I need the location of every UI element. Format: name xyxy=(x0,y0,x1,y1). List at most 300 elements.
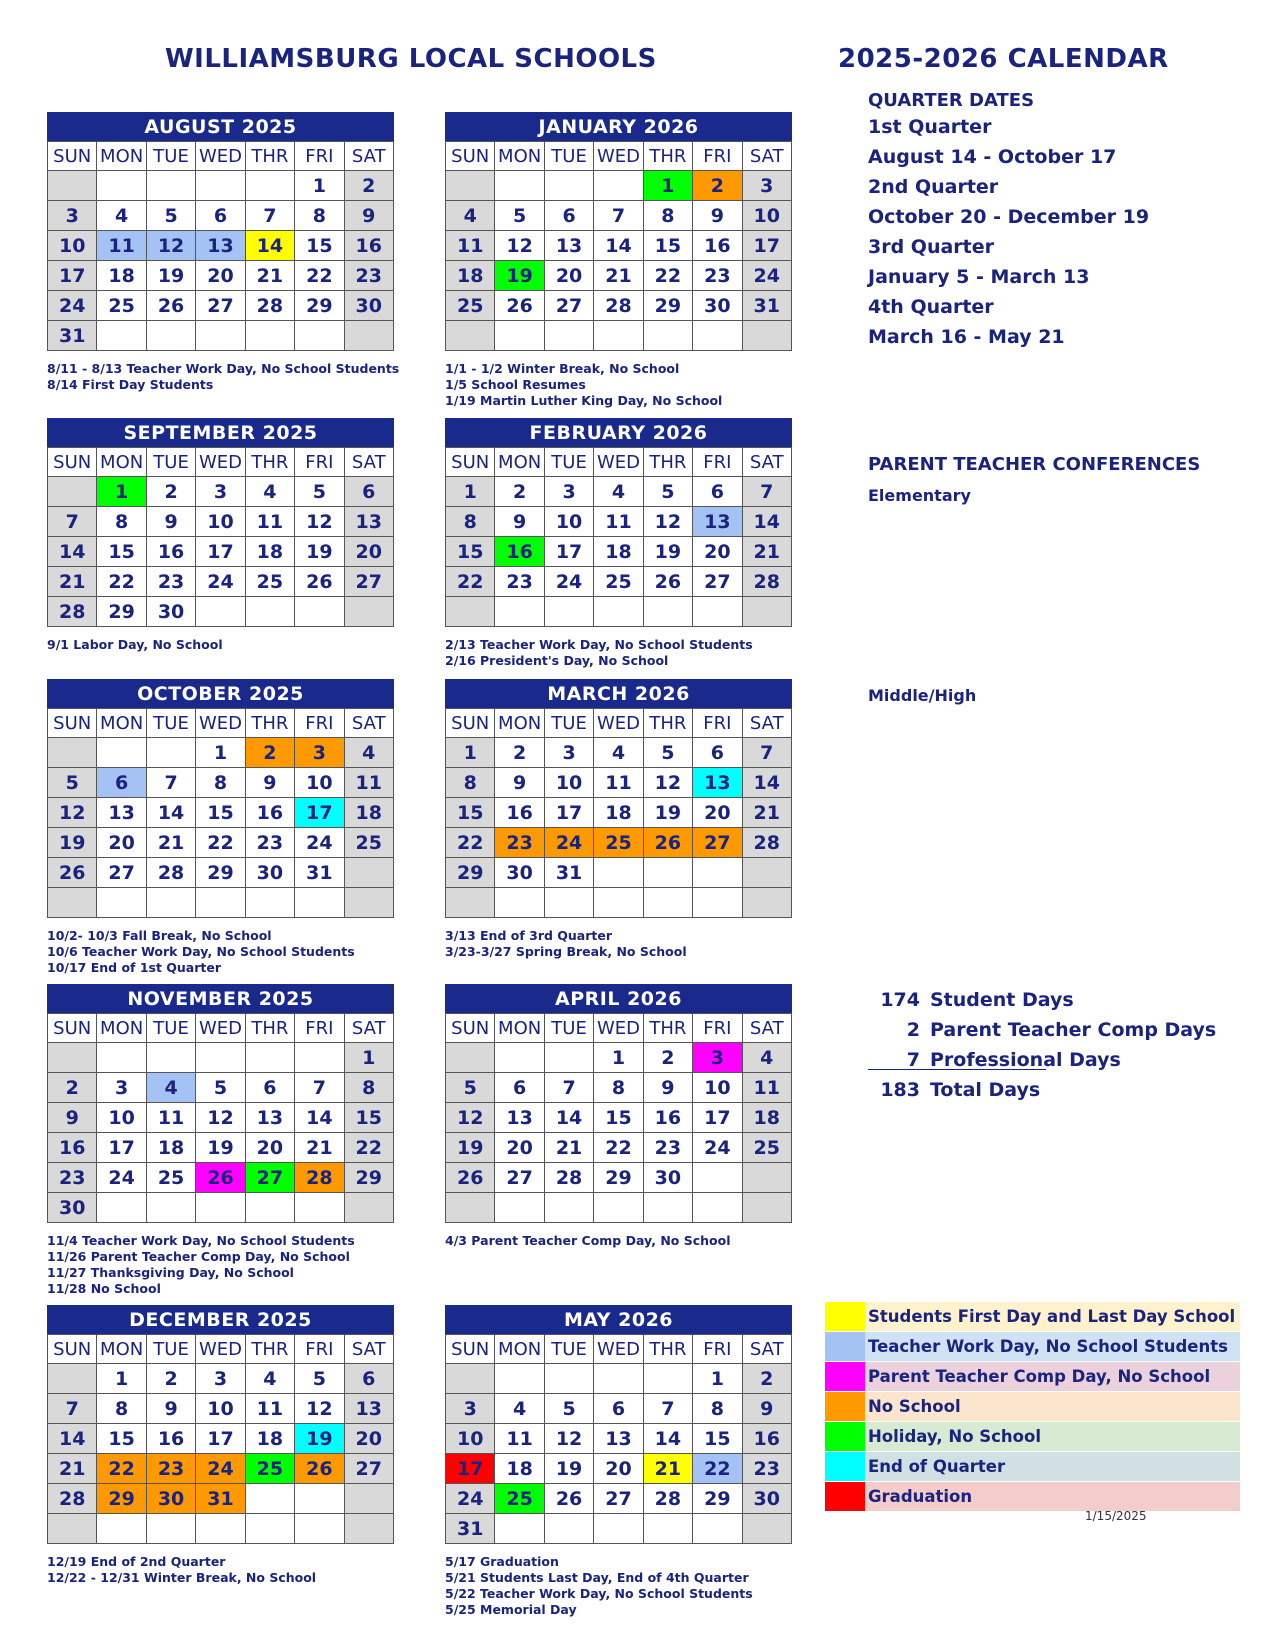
week-row xyxy=(48,597,394,627)
empty-day-cell xyxy=(643,888,692,918)
day-cell: 13 xyxy=(594,1424,643,1454)
quarter-label: 2nd Quarter xyxy=(868,176,999,198)
day-cell: 1 xyxy=(344,1043,393,1073)
day-cell: 14 xyxy=(48,1424,97,1454)
totals-count: 7 xyxy=(906,1049,920,1071)
weekday-label: SAT xyxy=(742,448,791,477)
weekday-header-row xyxy=(446,448,792,477)
empty-day-cell xyxy=(693,597,742,627)
empty-day-cell xyxy=(146,321,195,351)
day-cell: 15 xyxy=(344,1103,393,1133)
empty-day-cell xyxy=(643,321,692,351)
day-cell: 8 xyxy=(97,1394,146,1424)
empty-day-cell xyxy=(196,171,245,201)
empty-day-cell xyxy=(196,1514,245,1544)
weekday-label: FRI xyxy=(295,448,344,477)
month-note: 10/17 End of 1st Quarter xyxy=(47,960,222,975)
month-grid xyxy=(47,708,394,918)
day-cell: 18 xyxy=(495,1454,544,1484)
empty-day-cell xyxy=(97,321,146,351)
day-cell: 5 xyxy=(48,768,97,798)
day-cell: 19 xyxy=(643,798,692,828)
day-cell: 8 xyxy=(594,1073,643,1103)
month-note: 1/5 School Resumes xyxy=(445,377,586,392)
weekday-label: MON xyxy=(495,1335,544,1364)
day-cell: 15 xyxy=(643,231,692,261)
day-cell: 27 xyxy=(196,291,245,321)
day-cell: 25 xyxy=(97,291,146,321)
empty-day-cell xyxy=(643,858,692,888)
weekday-label: WED xyxy=(594,1335,643,1364)
day-cell: 7 xyxy=(643,1394,692,1424)
day-cell: 19 xyxy=(146,261,195,291)
quarter-range: August 14 - October 17 xyxy=(868,146,1117,168)
week-row xyxy=(48,1193,394,1223)
day-cell: 31 xyxy=(446,1514,495,1544)
week-row xyxy=(446,1394,792,1424)
day-cell: 18 xyxy=(146,1133,195,1163)
weekday-label: WED xyxy=(594,448,643,477)
day-cell: 12 xyxy=(643,768,692,798)
day-cell: 20 xyxy=(544,261,593,291)
empty-day-cell xyxy=(295,1514,344,1544)
totals-row xyxy=(868,1075,1216,1105)
empty-day-cell xyxy=(97,888,146,918)
day-cell: 24 xyxy=(196,1454,245,1484)
weekday-label: WED xyxy=(594,1014,643,1043)
day-cell: 31 xyxy=(295,858,344,888)
empty-day-cell xyxy=(48,477,97,507)
totals-row xyxy=(868,985,1216,1015)
day-cell: 21 xyxy=(742,537,791,567)
totals-label: Student Days xyxy=(930,989,1074,1011)
day-cell: 10 xyxy=(196,1394,245,1424)
day-cell: 29 xyxy=(693,1484,742,1514)
empty-day-cell xyxy=(544,171,593,201)
day-cell: 2 xyxy=(48,1073,97,1103)
weekday-label: SAT xyxy=(742,1014,791,1043)
week-row xyxy=(446,1193,792,1223)
day-cell: 26 xyxy=(196,1163,245,1193)
day-cell: 16 xyxy=(693,231,742,261)
month-title: AUGUST 2025 xyxy=(47,112,394,141)
day-cell: 15 xyxy=(446,537,495,567)
empty-day-cell xyxy=(495,1364,544,1394)
week-row xyxy=(446,567,792,597)
day-cell: 2 xyxy=(742,1364,791,1394)
empty-day-cell xyxy=(693,1514,742,1544)
weekday-label: SAT xyxy=(742,709,791,738)
empty-day-cell xyxy=(97,171,146,201)
day-cell: 16 xyxy=(48,1133,97,1163)
weekday-label: MON xyxy=(97,142,146,171)
totals-row xyxy=(868,1045,1216,1075)
month-note: 5/22 Teacher Work Day, No School Students xyxy=(445,1586,753,1601)
day-cell: 29 xyxy=(97,1484,146,1514)
weekday-header-row xyxy=(48,709,394,738)
week-row xyxy=(48,231,394,261)
month-title: MAY 2026 xyxy=(445,1305,792,1334)
color-legend xyxy=(825,1302,1240,1512)
day-cell: 26 xyxy=(48,858,97,888)
day-cell: 9 xyxy=(48,1103,97,1133)
day-cell: 9 xyxy=(245,768,294,798)
day-cell: 21 xyxy=(146,828,195,858)
day-cell: 30 xyxy=(146,597,195,627)
month-calendar xyxy=(47,112,400,393)
empty-day-cell xyxy=(146,888,195,918)
day-cell: 26 xyxy=(295,567,344,597)
weekday-label: TUE xyxy=(544,709,593,738)
day-cell: 14 xyxy=(48,537,97,567)
month-note: 1/19 Martin Luther King Day, No School xyxy=(445,393,723,408)
day-cell: 20 xyxy=(344,1424,393,1454)
day-cell: 23 xyxy=(344,261,393,291)
day-cell: 9 xyxy=(495,507,544,537)
month-note: 1/1 - 1/2 Winter Break, No School xyxy=(445,361,680,376)
month-grid xyxy=(47,447,394,627)
week-row xyxy=(446,291,792,321)
empty-day-cell xyxy=(245,171,294,201)
day-cell: 7 xyxy=(544,1073,593,1103)
day-totals xyxy=(868,985,1216,1105)
day-cell: 15 xyxy=(196,798,245,828)
day-cell: 22 xyxy=(693,1454,742,1484)
legend-row xyxy=(825,1482,1240,1511)
day-cell: 27 xyxy=(693,828,742,858)
day-cell: 7 xyxy=(48,507,97,537)
day-cell: 18 xyxy=(245,537,294,567)
weekday-label: THR xyxy=(643,1335,692,1364)
day-cell: 29 xyxy=(196,858,245,888)
weekday-label: WED xyxy=(196,1014,245,1043)
weekday-label: WED xyxy=(594,709,643,738)
empty-day-cell xyxy=(295,597,344,627)
day-cell: 7 xyxy=(742,477,791,507)
day-cell: 11 xyxy=(742,1073,791,1103)
day-cell: 7 xyxy=(295,1073,344,1103)
month-note: 11/4 Teacher Work Day, No School Students xyxy=(47,1233,355,1248)
month-title: SEPTEMBER 2025 xyxy=(47,418,394,447)
day-cell: 6 xyxy=(693,477,742,507)
week-row xyxy=(48,888,394,918)
weekday-label: SUN xyxy=(446,1335,495,1364)
empty-day-cell xyxy=(643,597,692,627)
day-cell: 20 xyxy=(693,537,742,567)
day-cell: 17 xyxy=(196,537,245,567)
week-row xyxy=(48,1424,394,1454)
weekday-label: FRI xyxy=(693,709,742,738)
day-cell: 9 xyxy=(742,1394,791,1424)
day-cell: 12 xyxy=(48,798,97,828)
day-cell: 19 xyxy=(196,1133,245,1163)
day-cell: 3 xyxy=(693,1043,742,1073)
day-cell: 28 xyxy=(48,1484,97,1514)
empty-day-cell xyxy=(196,888,245,918)
day-cell: 17 xyxy=(97,1133,146,1163)
day-cell: 13 xyxy=(245,1103,294,1133)
day-cell: 19 xyxy=(48,828,97,858)
day-cell: 17 xyxy=(196,1424,245,1454)
empty-day-cell xyxy=(344,1514,393,1544)
day-cell: 28 xyxy=(643,1484,692,1514)
day-cell: 22 xyxy=(594,1133,643,1163)
day-cell: 8 xyxy=(97,507,146,537)
day-cell: 5 xyxy=(146,201,195,231)
day-cell: 22 xyxy=(446,567,495,597)
day-cell: 10 xyxy=(742,201,791,231)
empty-day-cell xyxy=(48,171,97,201)
empty-day-cell xyxy=(446,1043,495,1073)
weekday-label: SAT xyxy=(742,1335,791,1364)
week-row xyxy=(48,201,394,231)
day-cell: 29 xyxy=(344,1163,393,1193)
week-row xyxy=(48,1133,394,1163)
empty-day-cell xyxy=(295,1193,344,1223)
quarter-range: January 5 - March 13 xyxy=(868,266,1090,288)
empty-day-cell xyxy=(693,321,742,351)
day-cell: 27 xyxy=(245,1163,294,1193)
empty-day-cell xyxy=(97,1514,146,1544)
day-cell: 4 xyxy=(594,477,643,507)
month-grid xyxy=(445,141,792,351)
day-cell: 30 xyxy=(48,1193,97,1223)
day-cell: 4 xyxy=(146,1073,195,1103)
empty-day-cell xyxy=(344,321,393,351)
day-cell: 8 xyxy=(693,1394,742,1424)
week-row xyxy=(48,1394,394,1424)
empty-day-cell xyxy=(495,597,544,627)
weekday-label: MON xyxy=(495,448,544,477)
day-cell: 6 xyxy=(245,1073,294,1103)
day-cell: 14 xyxy=(594,231,643,261)
empty-day-cell xyxy=(97,1193,146,1223)
totals-label: Total Days xyxy=(930,1079,1041,1101)
day-cell: 17 xyxy=(693,1103,742,1133)
day-cell: 13 xyxy=(693,768,742,798)
weekday-label: SAT xyxy=(742,142,791,171)
week-row xyxy=(446,261,792,291)
day-cell: 21 xyxy=(643,1454,692,1484)
day-cell: 20 xyxy=(196,261,245,291)
totals-row xyxy=(868,1015,1216,1045)
month-note: 8/14 First Day Students xyxy=(47,377,214,392)
day-cell: 28 xyxy=(544,1163,593,1193)
day-cell: 21 xyxy=(594,261,643,291)
legend-label: Students First Day and Last Day School xyxy=(865,1302,1240,1331)
day-cell: 17 xyxy=(544,537,593,567)
day-cell: 13 xyxy=(693,507,742,537)
day-cell: 1 xyxy=(643,171,692,201)
month-calendar xyxy=(445,679,792,960)
day-cell: 9 xyxy=(643,1073,692,1103)
month-calendar xyxy=(445,418,792,669)
weekday-label: FRI xyxy=(693,1014,742,1043)
day-cell: 5 xyxy=(295,1364,344,1394)
day-cell: 11 xyxy=(245,507,294,537)
week-row xyxy=(446,171,792,201)
day-cell: 10 xyxy=(196,507,245,537)
day-cell: 14 xyxy=(544,1103,593,1133)
weekday-label: WED xyxy=(196,142,245,171)
day-cell: 15 xyxy=(97,1424,146,1454)
empty-day-cell xyxy=(594,858,643,888)
empty-day-cell xyxy=(495,1514,544,1544)
week-row xyxy=(446,1043,792,1073)
week-row xyxy=(446,1133,792,1163)
day-cell: 14 xyxy=(295,1103,344,1133)
empty-day-cell xyxy=(544,597,593,627)
day-cell: 14 xyxy=(643,1424,692,1454)
day-cell: 24 xyxy=(196,567,245,597)
empty-day-cell xyxy=(245,597,294,627)
weekday-label: THR xyxy=(643,709,692,738)
month-note: 5/25 Memorial Day xyxy=(445,1602,577,1617)
ptc-elementary: Elementary xyxy=(868,486,971,505)
week-row xyxy=(446,231,792,261)
month-note: 3/23-3/27 Spring Break, No School xyxy=(445,944,687,959)
day-cell: 28 xyxy=(594,291,643,321)
week-row xyxy=(446,828,792,858)
weekday-label: SAT xyxy=(344,1335,393,1364)
day-cell: 28 xyxy=(48,597,97,627)
day-cell: 23 xyxy=(495,567,544,597)
day-cell: 1 xyxy=(97,1364,146,1394)
day-cell: 27 xyxy=(344,567,393,597)
day-cell: 13 xyxy=(344,1394,393,1424)
day-cell: 17 xyxy=(295,798,344,828)
empty-day-cell xyxy=(97,738,146,768)
day-cell: 31 xyxy=(544,858,593,888)
empty-day-cell xyxy=(446,321,495,351)
day-cell: 18 xyxy=(344,798,393,828)
day-cell: 6 xyxy=(196,201,245,231)
weekday-label: TUE xyxy=(146,1335,195,1364)
empty-day-cell xyxy=(742,888,791,918)
month-title: NOVEMBER 2025 xyxy=(47,984,394,1013)
empty-day-cell xyxy=(594,1193,643,1223)
empty-day-cell xyxy=(344,858,393,888)
day-cell: 19 xyxy=(643,537,692,567)
day-cell: 10 xyxy=(48,231,97,261)
day-cell: 24 xyxy=(742,261,791,291)
month-calendar xyxy=(47,984,394,1297)
day-cell: 19 xyxy=(295,1424,344,1454)
week-row xyxy=(48,1103,394,1133)
day-cell: 3 xyxy=(544,738,593,768)
day-cell: 1 xyxy=(295,171,344,201)
legend-row xyxy=(825,1392,1240,1421)
week-row xyxy=(446,1484,792,1514)
day-cell: 15 xyxy=(594,1103,643,1133)
empty-day-cell xyxy=(295,1043,344,1073)
empty-day-cell xyxy=(495,888,544,918)
day-cell: 16 xyxy=(495,537,544,567)
empty-day-cell xyxy=(693,858,742,888)
month-note: 10/2- 10/3 Fall Break, No School xyxy=(47,928,272,943)
weekday-label: THR xyxy=(643,1014,692,1043)
month-calendar xyxy=(47,418,394,653)
day-cell: 7 xyxy=(245,201,294,231)
empty-day-cell xyxy=(693,1163,742,1193)
empty-day-cell xyxy=(48,1043,97,1073)
day-cell: 30 xyxy=(495,858,544,888)
quarter-dates xyxy=(868,90,1149,356)
empty-day-cell xyxy=(196,1043,245,1073)
empty-day-cell xyxy=(97,1043,146,1073)
month-title: DECEMBER 2025 xyxy=(47,1305,394,1334)
day-cell: 26 xyxy=(544,1484,593,1514)
month-title: OCTOBER 2025 xyxy=(47,679,394,708)
weekday-label: THR xyxy=(245,709,294,738)
day-cell: 25 xyxy=(594,828,643,858)
day-cell: 29 xyxy=(97,597,146,627)
weekday-label: FRI xyxy=(295,1014,344,1043)
day-cell: 10 xyxy=(295,768,344,798)
day-cell: 25 xyxy=(245,1454,294,1484)
day-cell: 1 xyxy=(196,738,245,768)
day-cell: 21 xyxy=(245,261,294,291)
weekday-header-row xyxy=(48,448,394,477)
day-cell: 22 xyxy=(196,828,245,858)
empty-day-cell xyxy=(495,1193,544,1223)
day-cell: 22 xyxy=(295,261,344,291)
month-notes xyxy=(445,1233,792,1249)
day-cell: 12 xyxy=(495,231,544,261)
empty-day-cell xyxy=(196,1193,245,1223)
day-cell: 31 xyxy=(48,321,97,351)
day-cell: 10 xyxy=(446,1424,495,1454)
week-row xyxy=(48,1043,394,1073)
day-cell: 5 xyxy=(544,1394,593,1424)
empty-day-cell xyxy=(643,1193,692,1223)
day-cell: 1 xyxy=(693,1364,742,1394)
day-cell: 11 xyxy=(594,507,643,537)
day-cell: 18 xyxy=(594,798,643,828)
day-cell: 12 xyxy=(295,1394,344,1424)
empty-day-cell xyxy=(446,1193,495,1223)
week-row xyxy=(48,567,394,597)
day-cell: 11 xyxy=(245,1394,294,1424)
legend-row xyxy=(825,1302,1240,1331)
month-note: 10/6 Teacher Work Day, No School Students xyxy=(47,944,355,959)
day-cell: 23 xyxy=(146,567,195,597)
day-cell: 27 xyxy=(693,567,742,597)
day-cell: 12 xyxy=(146,231,195,261)
week-row xyxy=(48,171,394,201)
day-cell: 14 xyxy=(245,231,294,261)
month-grid xyxy=(47,1013,394,1223)
day-cell: 18 xyxy=(97,261,146,291)
month-calendar xyxy=(445,112,792,409)
day-cell: 18 xyxy=(446,261,495,291)
month-note: 2/13 Teacher Work Day, No School Students xyxy=(445,637,753,652)
weekday-header-row xyxy=(48,1014,394,1043)
day-cell: 3 xyxy=(544,477,593,507)
day-cell: 1 xyxy=(97,477,146,507)
day-cell: 30 xyxy=(742,1484,791,1514)
empty-day-cell xyxy=(742,1163,791,1193)
day-cell: 11 xyxy=(594,768,643,798)
day-cell: 6 xyxy=(344,477,393,507)
month-note: 3/13 End of 3rd Quarter xyxy=(445,928,613,943)
day-cell: 23 xyxy=(245,828,294,858)
day-cell: 5 xyxy=(643,738,692,768)
weekday-label: SUN xyxy=(446,142,495,171)
quarter-dates-heading: QUARTER DATES xyxy=(868,90,1035,111)
day-cell: 1 xyxy=(446,738,495,768)
day-cell: 10 xyxy=(693,1073,742,1103)
